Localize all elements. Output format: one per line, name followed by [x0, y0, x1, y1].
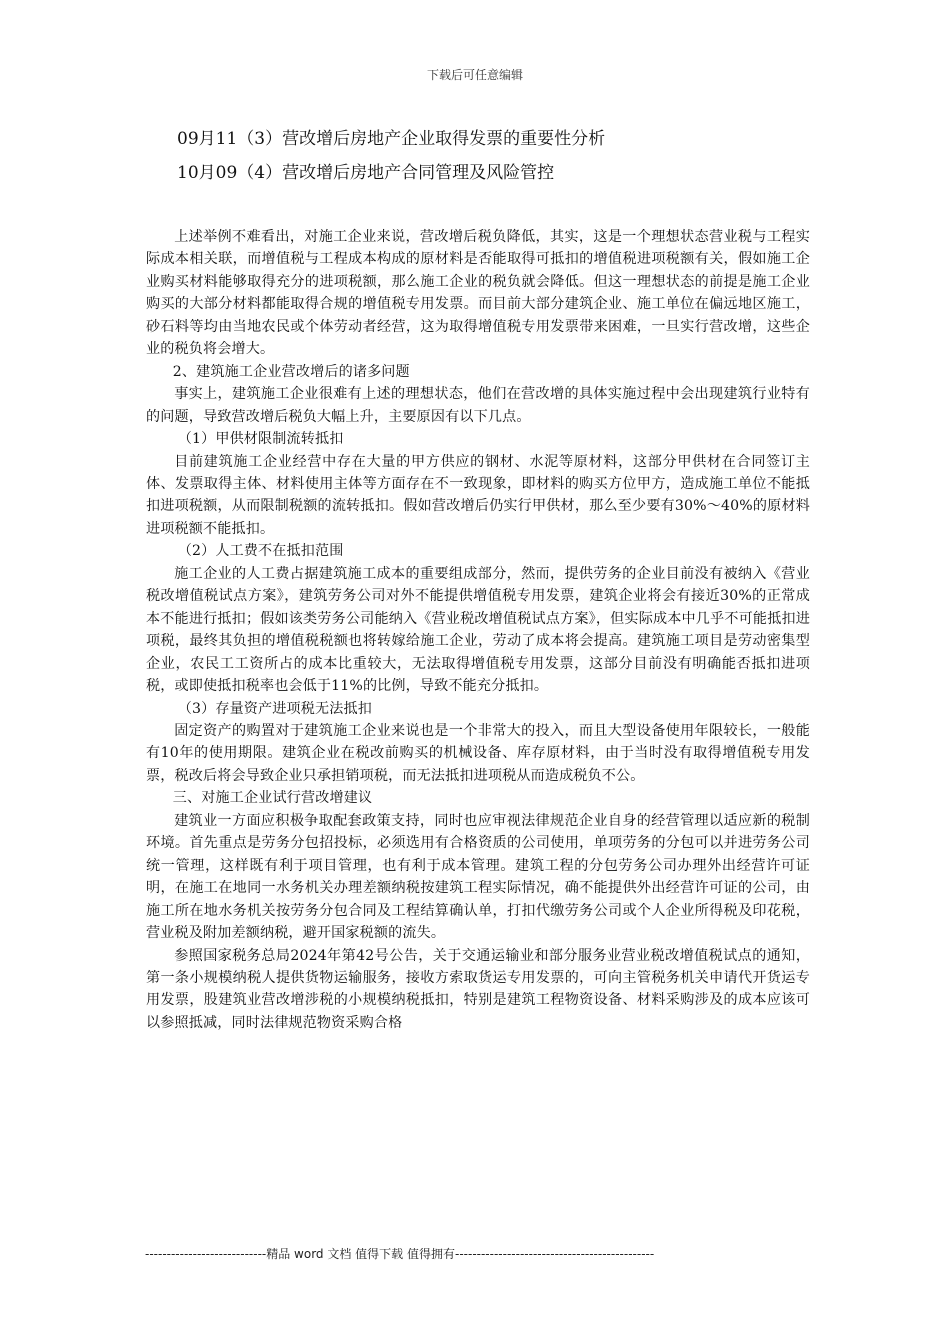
subsection-heading: （3）存量资产进项税无法抵扣: [177, 700, 373, 717]
toc-item: 10月09（4）营改增后房地产合同管理及风险管控: [177, 163, 555, 183]
toc-list: [177, 122, 817, 190]
subsection-heading: （1）甲供材限制流转抵扣: [177, 431, 344, 448]
section-heading: 三、对施工企业试行营改增建议: [172, 790, 373, 807]
article-body: [146, 226, 810, 1034]
paragraph: 建筑业一方面应积极争取配套政策支持，同时也应审视法律规范企业自身的经营管理以适应新的税制环境。首先重点是劳务分包招投标，必须选用有合格资质的公司使用，单项劳务的分包可以并进劳务公司统一管理，这样既有利于项目管理，也有利于成本管理。建筑工程的分包劳务公司办理外出经营许可证明，在施工在地同一水务机关办理差额纳税按建筑工程实际情况，确不能提供外出经营许可证的公司，由施工所在地水务机关按劳务分包合同及工程结算确认单，打扣代缴劳务公司或个人企业所得税及印花税，营业税及附加差额纳税，避开国家税额的流失。: [146, 812, 810, 942]
section-heading: 2、建筑施工企业营改增后的诸多问题: [172, 363, 410, 380]
paragraph: 上述举例不难看出，对施工企业来说，营改增后税负降低，其实，这是一个理想状态营业税与工程实际成本相关联，而增值税与工程成本构成的原材料是否能取得可抵扣的增值税进项税额有关，假如施工企业购买材料能够取得充分的进项税额，那么施工企业的税负就会降低。但这一理想状态的前提是施工企业购买的大部分材料都能取得合规的增值税专用发票。而目前大部分建筑企业、施工单位在偏远地区施工，砂石料等均由当地农民或个体劳动者经营，这为取得增值税专用发票带来困难，一旦实行营改增，这些企业的税负将会增大。: [146, 229, 810, 358]
paragraph: 目前建筑施工企业经营中存在大量的甲方供应的钢材、水泥等原材料，这部分甲供材在合同签订主体、发票取得主体、材料使用主体等方面存在不一致现象，即材料的购买方位甲方，造成施工单位不能抵扣进项税额，从而限制税额的流转抵扣。假如营改增后仍实行甲供材，那么至少要有30%～40%的原材料进项税额不能抵扣。: [146, 453, 810, 537]
page-header-note: 下载后可任意编辑: [426, 68, 523, 82]
paragraph: 固定资产的购置对于建筑施工企业来说也是一个非常大的投入，而且大型设备使用年限较长，一般能有10年的使用期限。建筑企业在税改前购买的机械设备、库存原材料，由于当时没有取得增值税专用发票，税改后将会导致企业只承担销项税，而无法抵扣进项税从而造成税负不公。: [146, 722, 810, 784]
page-footer: ----------------------------精品 word 文档 值得下载 值得拥有----------------------------------------------: [145, 1247, 655, 1261]
paragraph: 参照国家税务总局2024年第42号公告，关于交通运输业和部分服务业营业税改增值税试点的通知，第一条小规模纳税人提供货物运输服务，接收方索取货运专用发票的，可向主管税务机关申请代开货运专用发票，股建筑业营改增涉税的小规模纳税抵扣，特别是建筑工程物资设备、材料采购涉及的成本应该可以参照抵减，同时法律规范物资采购合格: [146, 947, 810, 1031]
subsection-heading: （2）人工费不在抵扣范围: [177, 543, 344, 560]
paragraph: 施工企业的人工费占据建筑施工成本的重要组成部分，然而，提供劳务的企业目前没有被纳入《营业税改增值税试点方案》，建筑劳务公司对外不能提供增值税专用发票，建筑企业将会有接近30%的正常成本不能进行抵扣；假如该类劳务公司能纳入《营业税改增值税试点方案》，但实际成本中几乎不可能抵扣进项税，最终其负担的增值税税额也将转嫁给施工企业，劳动了成本将会提高。建筑施工项目是劳动密集型企业，农民工工资所占的成本比重较大，无法取得增值税专用发票，这部分目前没有明确能否抵扣进项税，或即使抵扣税率也会低于11%的比例，导致不能充分抵扣。: [146, 565, 810, 695]
paragraph: 事实上，建筑施工企业很难有上述的理想状态，他们在营改增的具体实施过程中会出现建筑行业特有的问题，导致营改增后税负大幅上升，主要原因有以下几点。: [146, 386, 810, 425]
toc-item: 09月11（3）营改增后房地产企业取得发票的重要性分析: [177, 129, 606, 149]
